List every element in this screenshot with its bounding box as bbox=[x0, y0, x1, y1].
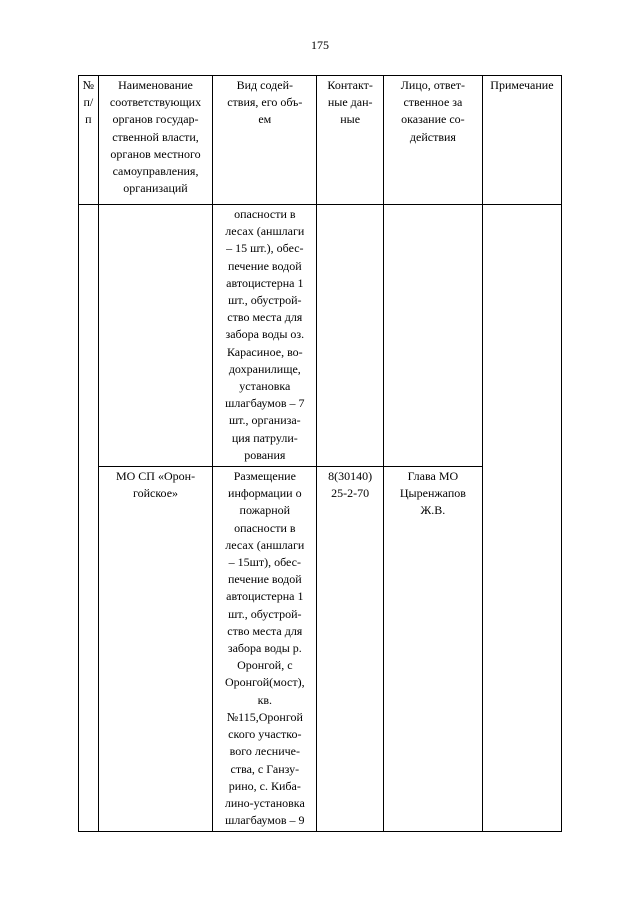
text-line: Контакт- bbox=[327, 78, 373, 92]
table-header-row bbox=[79, 76, 562, 205]
text-line: – 15 шт.), обес- bbox=[226, 241, 304, 256]
text-line: автоцистерна 1 bbox=[226, 589, 304, 604]
text-line: автоцистерна 1 bbox=[226, 275, 304, 290]
text-line: опасности в bbox=[234, 207, 296, 221]
cell-contacts bbox=[317, 205, 384, 467]
text-line: установка bbox=[239, 379, 291, 394]
text-line: организаций bbox=[123, 181, 188, 196]
text-line: рования bbox=[244, 447, 286, 462]
cell-person bbox=[383, 205, 482, 467]
text-line: 25-2-70 bbox=[331, 486, 370, 501]
text-line: органов местного bbox=[110, 146, 201, 161]
text-line: органов государ- bbox=[112, 112, 199, 127]
text-line: соответствующих bbox=[109, 95, 202, 110]
text-line: ем bbox=[258, 112, 272, 127]
header-num bbox=[79, 76, 99, 205]
text-line: шт., обустрой- bbox=[228, 606, 302, 621]
text-line: ственное за bbox=[403, 95, 463, 110]
text-line: Карасиное, во- bbox=[226, 344, 303, 359]
cell-contacts bbox=[317, 467, 384, 832]
header-person bbox=[383, 76, 482, 205]
text-line: п bbox=[85, 112, 92, 127]
text-line: Размещение bbox=[233, 469, 296, 484]
cell-num bbox=[79, 205, 99, 832]
text-line: Примечание bbox=[490, 78, 554, 92]
text-line: Оронгой, с bbox=[237, 658, 293, 673]
text-line: лесах (аншлаги bbox=[225, 224, 305, 239]
text-line: кв. bbox=[257, 692, 273, 707]
text-line: Наименование bbox=[118, 78, 193, 92]
text-line: оказание со- bbox=[401, 112, 465, 127]
text-line: самоуправления, bbox=[112, 164, 199, 179]
cell-org bbox=[98, 467, 213, 832]
text-line: действия bbox=[409, 129, 456, 144]
text-line: МО СП «Орон- bbox=[115, 469, 196, 484]
text-line: ство места для bbox=[227, 310, 303, 325]
text-line: п/ bbox=[83, 95, 94, 110]
page-number: 175 bbox=[311, 38, 329, 52]
text-line: пожарной bbox=[239, 503, 291, 518]
table-row bbox=[79, 205, 562, 467]
text-line: Глава МО bbox=[407, 469, 459, 484]
text-line: информации о bbox=[228, 486, 302, 501]
header-org bbox=[98, 76, 213, 205]
text-line: лино-установка bbox=[224, 795, 305, 810]
text-line: гойское» bbox=[132, 486, 179, 501]
cell-note bbox=[482, 205, 561, 832]
text-line: ство места для bbox=[227, 623, 303, 638]
text-line: вого лесниче- bbox=[229, 744, 300, 759]
text-line: ция патрули- bbox=[231, 430, 298, 445]
text-line: лесах (аншлаги bbox=[225, 537, 305, 552]
text-line: Ж.В. bbox=[420, 503, 446, 518]
cell-org bbox=[98, 205, 213, 467]
cell-kind bbox=[213, 467, 317, 832]
text-line: опасности в bbox=[234, 520, 296, 535]
text-line: ствия, его объ- bbox=[227, 95, 303, 110]
text-line: Оронгой(мост), bbox=[225, 675, 305, 690]
header-kind bbox=[213, 76, 317, 205]
text-line: печение водой bbox=[227, 572, 302, 587]
text-line: дохранилище, bbox=[228, 361, 301, 376]
text-line: печение водой bbox=[227, 258, 302, 273]
text-line: ные дан- bbox=[327, 95, 373, 110]
text-line: шлагбаумов – 9 bbox=[225, 813, 305, 828]
text-line: шт., обустрой- bbox=[228, 293, 302, 308]
cell-person bbox=[383, 467, 482, 832]
text-line: шлагбаумов – 7 bbox=[225, 396, 305, 411]
text-line: Цыренжапов bbox=[399, 486, 466, 501]
text-line: – 15шт), обес- bbox=[228, 555, 301, 570]
text-line: № bbox=[82, 78, 95, 92]
cell-kind bbox=[213, 205, 317, 467]
text-line: Вид содей- bbox=[236, 78, 293, 92]
text-line: забора воды р. bbox=[227, 641, 302, 656]
text-line: ные bbox=[340, 112, 361, 127]
text-line: №115,Оронгой bbox=[226, 709, 303, 724]
text-line: рино, с. Киба- bbox=[228, 778, 301, 793]
text-line: забора воды оз. bbox=[225, 327, 305, 342]
text-line: 8(30140) bbox=[328, 469, 373, 484]
header-note bbox=[482, 76, 561, 205]
text-line: ственной власти, bbox=[112, 129, 199, 144]
text-line: Лицо, ответ- bbox=[400, 78, 466, 92]
header-contacts bbox=[317, 76, 384, 205]
assistance-table bbox=[78, 75, 562, 832]
text-line: шт., организа- bbox=[228, 413, 301, 428]
text-line: ского участко- bbox=[228, 727, 302, 742]
text-line: ства, с Ганзу- bbox=[230, 761, 300, 776]
